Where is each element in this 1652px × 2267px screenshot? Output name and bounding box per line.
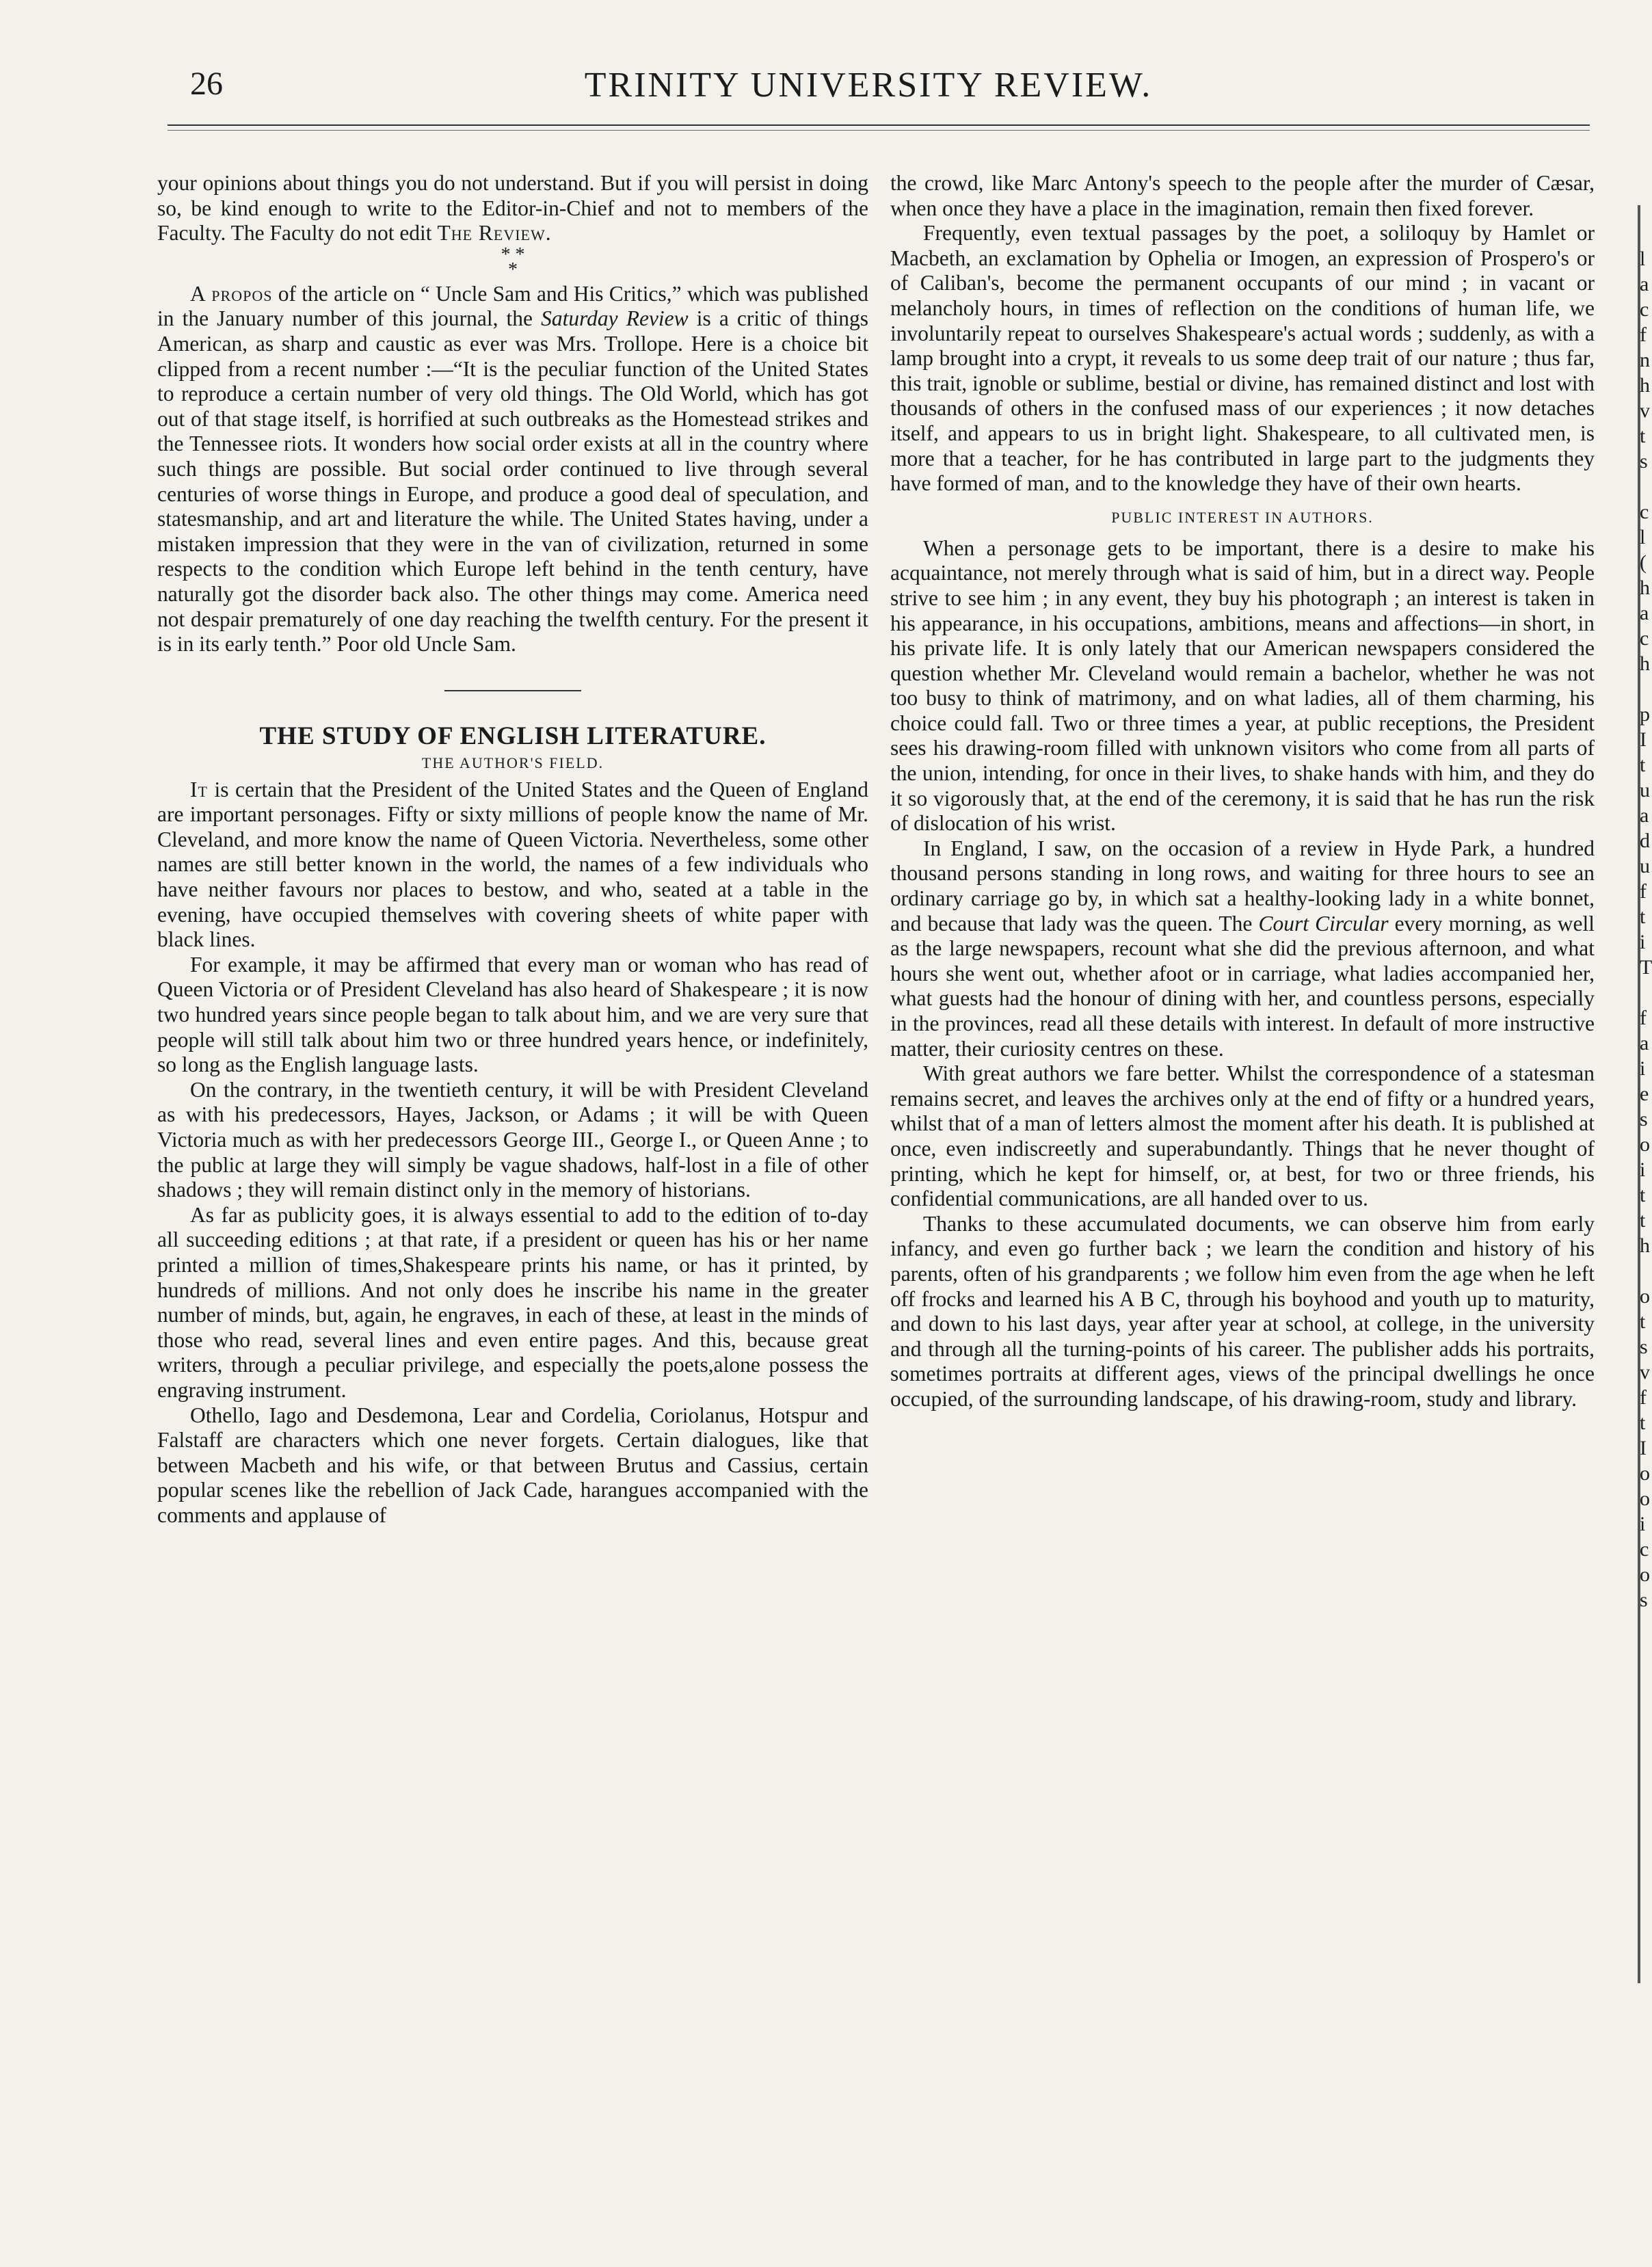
edge-letter: s: [1640, 1108, 1648, 1130]
edge-letter: f: [1640, 1386, 1647, 1409]
edge-letter: o: [1640, 1563, 1650, 1586]
edge-letter: s: [1640, 1336, 1648, 1358]
edge-letter: a: [1640, 1032, 1649, 1055]
edge-letter: v: [1640, 1361, 1650, 1383]
paragraph: A propos of the article on “ Uncle Sam and His Critics,” which was published in the January number of this journal, the Saturday Review is a critic of things American, as sharp and caustic as ever was Mrs. Trollope. Here is a choice bit clipped from a recent number :—“It is the peculiar function of the United States to reproduce a certain number of very old things. The Old World, which has got out of that stage itself, is horrified at such outbreaks as the Homestead strikes and the Tennessee riots. It wonders how social order exists at all in the country where such things are possible. But social order continued to live through several centuries of worse things in Europe, and produce a good deal of speculation, and statesmanship, and art and literature the while. The United States having, under a mistaken impression that they were in the van of civilization, returned in some respects to the condition which Europe left behind in the tenth century, have naturally got the disorder back also. The other things may come. America need not despair prematurely of one day reaching the twelfth century. For the present it is in its early tenth.” Poor old Uncle Sam.: [157, 281, 868, 657]
paragraph: On the contrary, in the twentieth century, it will be with President Cleveland as with his predecessors, Hayes, Jackson, or Adams ; it will be with Queen Victoria much as with her predecessors George III., George I., or Queen Anne ; to the public at large they will simply be vague shadows, half-lost in a file of other shadows ; they will remain distinct only in the memory of historians.: [157, 1077, 868, 1202]
edge-letter: t: [1640, 1184, 1646, 1206]
edge-letter: t: [1640, 754, 1646, 776]
edge-letter: I: [1640, 1437, 1647, 1459]
edge-letter: [1640, 676, 1647, 702]
edge-letter: t: [1640, 1411, 1646, 1434]
edge-letter: a: [1640, 804, 1649, 827]
edge-letter: p: [1640, 703, 1650, 726]
page-number: 26: [190, 66, 223, 102]
edge-letter: c: [1640, 501, 1649, 523]
facing-page-edge-text: [1640, 246, 1652, 1613]
edge-letter: a: [1640, 273, 1649, 295]
article-subtitle: THE AUTHOR'S FIELD.: [421, 754, 604, 771]
edge-letter: h: [1640, 374, 1650, 397]
right-column: [890, 171, 1595, 1412]
edge-letter: a: [1640, 602, 1649, 624]
edge-letter: n: [1640, 349, 1650, 371]
edge-letter: l: [1640, 526, 1646, 548]
edge-letter: f: [1640, 1007, 1647, 1029]
edge-letter: f: [1640, 323, 1647, 346]
edge-letter: c: [1640, 627, 1649, 650]
paragraph: When a personage gets to be important, there is a desire to make his acquaintance, not merely through what is said of him, but in a direct way. People strive to see him ; in any event, they buy his photograph ; an interest is taken in his appearance, in his occupations, ambitions, means and affections—in short, in his private life. It is only lately that our American newspapers considered the question whether Mr. Cleveland would remain a bachelor, whether he was not too busy to think of matrimony, and on what ladies, all of them charming, his choice could fall. Two or three times a year, at public receptions, the President sees his drawing-room filled with unknown visitors who come from all parts of the union, intending, for once in their lives, to shake hands with him, and they do it so vigorously that, at the end of the ceremony, it is said that he has run the risk of dislocation of his wrist.: [890, 535, 1595, 836]
article-title: THE STUDY OF ENGLISH LITERATURE.: [259, 721, 767, 750]
edge-letter: (: [1640, 551, 1647, 574]
section-rule: [444, 690, 581, 691]
edge-letter: h: [1640, 1234, 1650, 1257]
edge-letter: t: [1640, 425, 1646, 447]
edge-letter: s: [1640, 450, 1648, 473]
edge-letter: i: [1640, 931, 1646, 953]
left-column: [157, 171, 868, 1528]
edge-letter: [1640, 980, 1647, 1005]
edge-letter: h: [1640, 576, 1650, 599]
edge-letter: o: [1640, 1285, 1650, 1308]
paragraph: Thanks to these accumulated documents, we can observe him from early infancy, and even go further back ; we learn the condition and history of his parents, often of his grandparents ; we follow him even from the age when he left off frocks and learned his A B C, through his boyhood and youth up to maturity, and down to his last days, year after year at school, at college, in the university and through all the turning-points of his career. The publisher adds his portraits, sometimes portraits at different ages, views of the principal dwellings he once occupied, of the surrounding landscape, of his drawing-room, study and library.: [890, 1211, 1595, 1411]
paragraph: your opinions about things you do not understand. But if you will persist in doing so, be kind enough to write to the Editor-in-Chief and not to members of the Faculty. The Faculty do not edit The Review.: [157, 171, 868, 246]
edge-letter: d: [1640, 830, 1650, 852]
edge-letter: [1640, 1258, 1647, 1284]
paragraph: With great authors we fare better. Whilst the correspondence of a statesman remains secret, and leaves the archives only at the end of fifty or a hundred years, whilst that of a man of letters almost the moment after his death. It is published at once, even indiscreetly and superabundantly. Things that he never thought of printing, which he kept for himself, or, at best, for two or three friends, his confidential communications, are all handed over to us.: [890, 1061, 1595, 1211]
paragraph: the crowd, like Marc Antony's speech to the people after the murder of Cæsar, when once they have a place in the imagination, remain then fixed forever.: [890, 171, 1595, 220]
edge-letter: [1640, 474, 1647, 499]
paragraph: Othello, Iago and Desdemona, Lear and Cordelia, Coriolanus, Hotspur and Falstaff are characters which one never forgets. Certain dialogues, like that between Macbeth and his wife, or that between Brutus and Cassius, certain popular scenes like the rebellion of Jack Cade, harangues accompanied with the comments and applause of: [157, 1403, 868, 1527]
edge-letter: f: [1640, 880, 1647, 903]
edge-letter: l: [1640, 248, 1646, 270]
edge-letter: h: [1640, 652, 1650, 675]
edge-letter: c: [1640, 298, 1649, 321]
edge-letter: o: [1640, 1487, 1650, 1510]
paragraph: It is certain that the President of the United States and the Queen of England are important personages. Fifty or sixty millions of people know the name of Mr. Cleveland, and more know the name of Queen Victoria. Nevertheless, some other names are still better known in the world, the names of a few individuals who have neither favours nor places to bestow, and who, seated at a table in the evening, have occupied themselves with covering sheets of white paper with black lines.: [157, 777, 868, 952]
edge-letter: s: [1640, 1589, 1648, 1611]
edge-letter: u: [1640, 855, 1650, 877]
edge-letter: e: [1640, 1083, 1649, 1105]
edge-letter: i: [1640, 1158, 1646, 1181]
running-head: [157, 65, 1580, 120]
edge-letter: v: [1640, 399, 1650, 422]
edge-letter: u: [1640, 779, 1650, 801]
paragraph: In England, I saw, on the occasion of a review in Hyde Park, a hundred thousand persons standing in long rows, and waiting for three hours to see an ordinary carriage go by, in which sat a healthy-looking lady in a white bonnet, and because that lady was the queen. The Court Circular every morning, as well as the large newspapers, recount what she did the previous afternoon, and what hours she went out, whether afoot or in carriage, what ladies accompanied her, what guests had the honour of dining with her, and countless persons, especially in the provinces, read all these details with interest. In default of more instructive matter, their curiosity centres on these.: [890, 836, 1595, 1061]
paragraph: For example, it may be affirmed that every man or woman who has read of Queen Victoria or of President Cleveland has also heard of Shakespeare ; it is now two hundred years since people began to talk about him, and we are very sure that people will still talk about him two or three hundred years hence, or indefinitely, so long as the English language lasts.: [157, 952, 868, 1077]
edge-letter: I: [1640, 728, 1647, 751]
edge-letter: t: [1640, 905, 1646, 928]
edge-letter: T: [1640, 956, 1652, 979]
paragraph: As far as publicity goes, it is always essential to add to the edition of to-day all succeeding editions ; at that rate, if a president or queen has his or her name printed a million of times,Shakespeare prints his name, or has it printed, by hundreds of millions. And not only does he inscribe his name in the greater number of minds, but, again, he engraves, in each of these, at least in the minds of those who read, several lines and even entire pages. And this, because great writers, through a peculiar privilege, and especially the poets,alone possess the engraving instrument.: [157, 1202, 868, 1402]
edge-letter: t: [1640, 1310, 1646, 1333]
edge-letter: c: [1640, 1538, 1649, 1561]
section-separator-stars: * * *: [501, 243, 525, 280]
journal-title: TRINITY UNIVERSITY REVIEW.: [584, 66, 1153, 105]
header-rule-bottom: [168, 130, 1590, 131]
header-rule-top: [168, 124, 1590, 126]
edge-letter: t: [1640, 1209, 1646, 1232]
edge-letter: o: [1640, 1133, 1650, 1156]
paragraph: Frequently, even textual passages by the poet, a soliloquy by Hamlet or Macbeth, an exclamation by Ophelia or Imogen, an expression of Prospero's or of Caliban's, become the permanent occupants of our mind ; in vacant or melancholy hours, in times of reflection on the conditions of human life, we involuntarily repeat to ourselves Shakespeare's actual words ; suddenly, as with a lamp brought into a crypt, it reveals to us some deep trait of our nature ; thus far, this trait, ignoble or sublime, bestial or divine, has remained distinct and lost with thousands of others in the confused mass of our experiences ; it now detaches itself, and appears to us in bright light. Shakespeare, to all cultivated men, is more that a teacher, for he has contributed in large part to the judgments they have formed of man, and to the knowledge they have of their own hearts.: [890, 221, 1595, 496]
edge-letter: i: [1640, 1513, 1646, 1535]
edge-letter: i: [1640, 1057, 1646, 1080]
edge-letter: o: [1640, 1462, 1650, 1485]
section-subhead: PUBLIC INTEREST IN AUTHORS.: [1111, 508, 1374, 526]
